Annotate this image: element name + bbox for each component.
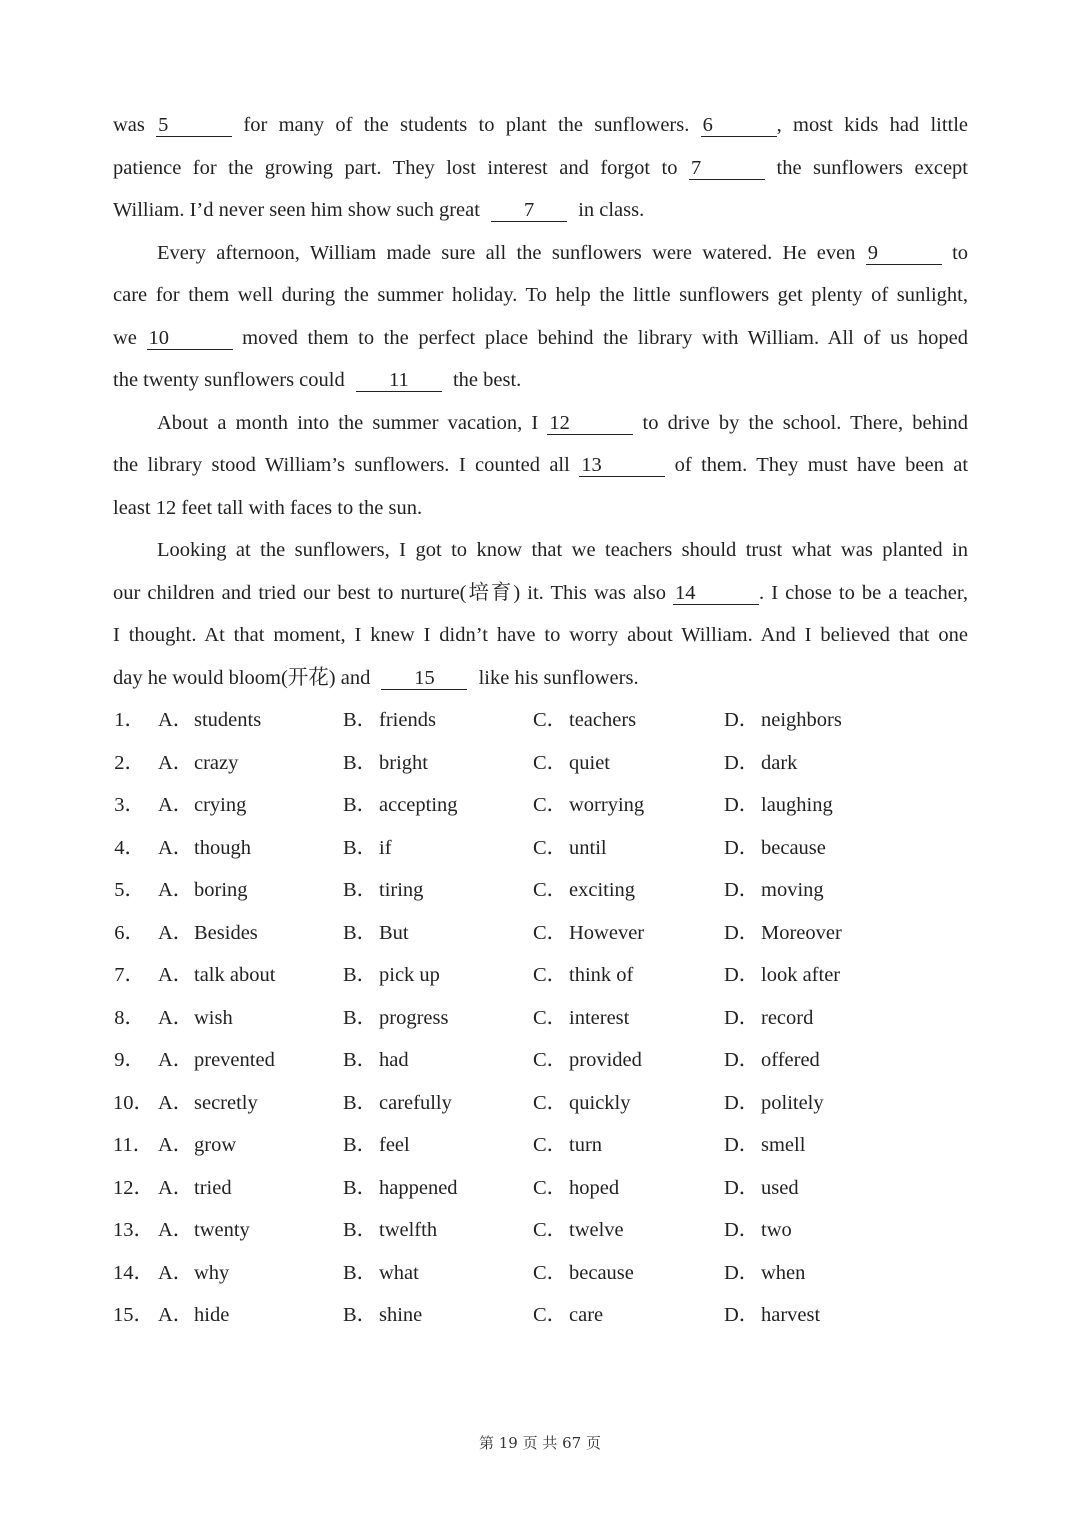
question-number: 4． bbox=[114, 836, 145, 859]
option-b[interactable]: had bbox=[379, 1049, 409, 1071]
option-letter: C． bbox=[533, 836, 568, 859]
passage-line: Looking at the sunflowers, I got to know that we teachers should trust what was planted in bbox=[157, 539, 968, 561]
passage-line: care for them well during the summer holiday. To help the little sunflowers get plenty of sunlight, bbox=[113, 284, 968, 306]
option-d[interactable]: two bbox=[761, 1219, 792, 1241]
question-row bbox=[113, 1124, 968, 1167]
option-letter: C． bbox=[533, 1219, 568, 1241]
option-b[interactable]: twelfth bbox=[379, 1219, 438, 1241]
document-page bbox=[113, 104, 968, 1337]
option-c[interactable]: interest bbox=[569, 1006, 630, 1029]
question-row bbox=[113, 827, 968, 870]
option-b[interactable]: happened bbox=[379, 1176, 458, 1199]
option-c[interactable]: hoped bbox=[569, 1176, 620, 1199]
question-number: 14． bbox=[113, 1261, 154, 1284]
blank-14[interactable]: 14 bbox=[673, 582, 759, 605]
option-c[interactable]: However bbox=[569, 921, 645, 944]
option-letter: D． bbox=[724, 1006, 760, 1029]
option-b[interactable]: if bbox=[379, 836, 392, 859]
option-a[interactable]: Besides bbox=[194, 921, 258, 944]
question-number: 15． bbox=[113, 1304, 154, 1326]
option-letter: A． bbox=[158, 1304, 194, 1326]
option-letter: A． bbox=[158, 1219, 194, 1241]
option-letter: D． bbox=[724, 1091, 760, 1114]
option-letter: B． bbox=[343, 1134, 378, 1156]
option-letter: B． bbox=[343, 1091, 378, 1114]
option-c[interactable]: exciting bbox=[569, 879, 636, 901]
option-letter: C． bbox=[533, 921, 568, 944]
option-letter: C． bbox=[533, 1006, 568, 1029]
question-row bbox=[113, 1209, 968, 1252]
option-a[interactable]: students bbox=[194, 709, 262, 731]
blank-15[interactable]: 15 bbox=[381, 667, 467, 690]
option-a[interactable]: boring bbox=[194, 879, 248, 901]
option-letter: A． bbox=[158, 964, 194, 986]
option-c[interactable]: think of bbox=[569, 964, 634, 986]
option-b[interactable]: But bbox=[379, 921, 409, 944]
option-b[interactable]: accepting bbox=[379, 794, 458, 816]
question-row bbox=[113, 742, 968, 785]
option-d[interactable]: harvest bbox=[761, 1304, 821, 1326]
option-letter: B． bbox=[343, 794, 378, 816]
option-d[interactable]: record bbox=[761, 1006, 814, 1029]
option-d[interactable]: moving bbox=[761, 879, 824, 901]
option-letter: B． bbox=[343, 709, 378, 731]
option-letter: A． bbox=[158, 1261, 194, 1284]
blank-7[interactable]: 7 bbox=[689, 157, 765, 180]
blank-9[interactable]: 9 bbox=[866, 242, 942, 265]
option-letter: B． bbox=[343, 964, 378, 986]
blank-12[interactable]: 12 bbox=[547, 412, 633, 435]
blank-11[interactable]: 11 bbox=[356, 369, 442, 392]
question-number: 6． bbox=[114, 921, 145, 944]
question-row bbox=[113, 869, 968, 912]
option-letter: A． bbox=[158, 836, 194, 859]
option-letter: B． bbox=[343, 751, 378, 774]
option-d[interactable]: dark bbox=[761, 751, 798, 774]
option-a[interactable]: hide bbox=[194, 1304, 230, 1326]
option-c[interactable]: twelve bbox=[569, 1219, 624, 1241]
passage-line: was 5 for many of the students to plant the sunflowers. 6 , most kids had little bbox=[113, 114, 968, 136]
question-row bbox=[113, 784, 968, 827]
option-letter: D． bbox=[724, 1261, 760, 1284]
option-letter: D． bbox=[724, 1134, 760, 1156]
passage-line: we 10 moved them to the perfect place behind the library with William. All of us hoped bbox=[113, 326, 968, 349]
passage-line: the twenty sunflowers could 11 the best. bbox=[113, 369, 522, 391]
question-row bbox=[113, 954, 968, 997]
option-letter: D． bbox=[724, 836, 760, 859]
option-letter: D． bbox=[724, 709, 760, 731]
option-b[interactable]: friends bbox=[379, 709, 436, 731]
option-letter: B． bbox=[343, 1304, 378, 1326]
option-d[interactable]: offered bbox=[761, 1049, 820, 1071]
option-letter: C． bbox=[533, 1304, 568, 1326]
option-letter: A． bbox=[158, 1091, 194, 1114]
option-letter: C． bbox=[533, 1134, 568, 1156]
option-a[interactable]: tried bbox=[194, 1176, 232, 1199]
question-number: 12． bbox=[113, 1176, 154, 1199]
option-letter: B． bbox=[343, 1049, 378, 1071]
option-letter: A． bbox=[158, 1134, 194, 1156]
option-a[interactable]: grow bbox=[194, 1134, 237, 1156]
option-letter: B． bbox=[343, 836, 378, 859]
page-footer: 第 19 页 共 67 页 bbox=[478, 1434, 601, 1452]
question-number: 7． bbox=[114, 964, 145, 986]
option-c[interactable]: teachers bbox=[569, 709, 637, 731]
option-letter: D． bbox=[724, 751, 760, 774]
option-a[interactable]: talk about bbox=[194, 964, 276, 986]
option-d[interactable]: smell bbox=[761, 1134, 806, 1156]
option-b[interactable]: shine bbox=[379, 1304, 423, 1326]
option-letter: C． bbox=[533, 879, 568, 901]
option-letter: C． bbox=[533, 1261, 568, 1284]
option-letter: A． bbox=[158, 751, 194, 774]
question-row bbox=[113, 1039, 968, 1082]
option-letter: D． bbox=[724, 1219, 760, 1241]
question-row bbox=[113, 1082, 968, 1125]
question-number: 13． bbox=[113, 1219, 154, 1241]
option-letter: A． bbox=[158, 794, 194, 816]
passage-line: William. I’d never seen him show such great 7 in class. bbox=[113, 199, 645, 221]
option-d[interactable]: laughing bbox=[761, 794, 833, 816]
option-d[interactable]: when bbox=[761, 1261, 806, 1284]
option-letter: B． bbox=[343, 1261, 378, 1284]
option-letter: D． bbox=[724, 879, 760, 901]
passage-line: About a month into the summer vacation, I 12 to drive by the school. There, behind bbox=[157, 411, 968, 434]
option-letter: C． bbox=[533, 709, 568, 731]
option-c[interactable]: provided bbox=[569, 1049, 642, 1071]
option-a[interactable]: wish bbox=[194, 1006, 233, 1029]
passage-line: our children and tried our best to nurture(培育) it. This was also 14 . I chose to be a teacher, bbox=[113, 581, 968, 604]
option-letter: A． bbox=[158, 879, 194, 901]
question-row bbox=[113, 1167, 968, 1210]
option-letter: A． bbox=[158, 1006, 194, 1029]
option-letter: B． bbox=[343, 1006, 378, 1029]
blank-6[interactable]: 6 bbox=[701, 114, 777, 137]
question-number: 5． bbox=[114, 879, 145, 901]
passage-line: day he would bloom(开花) and 15 like his sunflowers. bbox=[113, 666, 639, 689]
blank-10[interactable]: 10 bbox=[147, 327, 233, 350]
passage-line: the library stood William’s sunflowers. I counted all 13 of them. They must have been at bbox=[113, 454, 968, 476]
passage-line: I thought. At that moment, I knew I didn’t have to worry about William. And I believed that one bbox=[113, 624, 968, 646]
option-letter: D． bbox=[724, 1176, 760, 1199]
blank-13[interactable]: 13 bbox=[579, 454, 665, 477]
option-letter: C． bbox=[533, 1091, 568, 1114]
option-b[interactable]: tiring bbox=[379, 879, 424, 901]
question-number: 11． bbox=[113, 1134, 154, 1156]
option-letter: D． bbox=[724, 964, 760, 986]
option-letter: C． bbox=[533, 1049, 568, 1071]
option-b[interactable]: progress bbox=[379, 1006, 449, 1029]
option-b[interactable]: what bbox=[379, 1261, 419, 1284]
option-letter: B． bbox=[343, 879, 378, 901]
option-c[interactable]: quiet bbox=[569, 751, 610, 774]
question-number: 9． bbox=[114, 1049, 145, 1071]
question-number: 2． bbox=[114, 751, 145, 774]
option-d[interactable]: Moreover bbox=[761, 921, 842, 944]
question-number: 8． bbox=[114, 1006, 145, 1029]
option-d[interactable]: look after bbox=[761, 964, 841, 986]
option-a[interactable]: prevented bbox=[194, 1049, 275, 1071]
question-row bbox=[113, 699, 968, 742]
option-d[interactable]: because bbox=[761, 836, 826, 859]
answer-options bbox=[113, 699, 968, 1337]
option-d[interactable]: politely bbox=[761, 1091, 824, 1114]
option-a[interactable]: crazy bbox=[194, 751, 239, 774]
option-a[interactable]: though bbox=[194, 836, 251, 859]
option-a[interactable]: secretly bbox=[194, 1091, 258, 1114]
option-letter: B． bbox=[343, 1219, 378, 1241]
option-c[interactable]: worrying bbox=[569, 794, 645, 816]
option-letter: A． bbox=[158, 921, 194, 944]
question-row bbox=[113, 997, 968, 1040]
option-b[interactable]: pick up bbox=[379, 964, 440, 986]
option-letter: B． bbox=[343, 1176, 378, 1199]
blank-5[interactable]: 5 bbox=[156, 114, 232, 137]
option-letter: D． bbox=[724, 921, 760, 944]
option-letter: C． bbox=[533, 794, 568, 816]
option-a[interactable]: why bbox=[194, 1261, 230, 1284]
option-letter: A． bbox=[158, 709, 194, 731]
option-letter: D． bbox=[724, 1304, 760, 1326]
option-b[interactable]: bright bbox=[379, 751, 428, 774]
blank-7b[interactable]: 7 bbox=[491, 199, 567, 222]
option-d[interactable]: used bbox=[761, 1176, 799, 1199]
option-letter: D． bbox=[724, 1049, 760, 1071]
option-d[interactable]: neighbors bbox=[761, 709, 842, 731]
option-letter: A． bbox=[158, 1176, 194, 1199]
passage-line: Every afternoon, William made sure all the sunflowers were watered. He even 9 to bbox=[157, 241, 968, 264]
option-c[interactable]: because bbox=[569, 1261, 634, 1284]
cloze-passage bbox=[113, 104, 968, 699]
option-letter: D． bbox=[724, 794, 760, 816]
option-c[interactable]: quickly bbox=[569, 1091, 631, 1114]
passage-line: least 12 feet tall with faces to the sun. bbox=[113, 496, 423, 519]
option-letter: A． bbox=[158, 1049, 194, 1071]
option-c[interactable]: care bbox=[569, 1304, 604, 1326]
question-row bbox=[113, 1252, 968, 1295]
option-b[interactable]: feel bbox=[379, 1134, 410, 1156]
question-row bbox=[113, 912, 968, 955]
option-letter: C． bbox=[533, 964, 568, 986]
option-letter: C． bbox=[533, 751, 568, 774]
question-number: 10． bbox=[113, 1091, 154, 1114]
option-c[interactable]: until bbox=[569, 836, 607, 859]
option-c[interactable]: turn bbox=[569, 1134, 603, 1156]
option-letter: C． bbox=[533, 1176, 568, 1199]
question-number: 1． bbox=[114, 709, 145, 731]
option-b[interactable]: carefully bbox=[379, 1091, 452, 1114]
option-letter: B． bbox=[343, 921, 378, 944]
option-a[interactable]: twenty bbox=[194, 1219, 250, 1241]
passage-line: patience for the growing part. They lost interest and forgot to 7 the sunflowers except bbox=[113, 156, 968, 179]
question-row bbox=[113, 1294, 968, 1337]
question-number: 3． bbox=[114, 794, 145, 816]
option-a[interactable]: crying bbox=[194, 794, 247, 816]
